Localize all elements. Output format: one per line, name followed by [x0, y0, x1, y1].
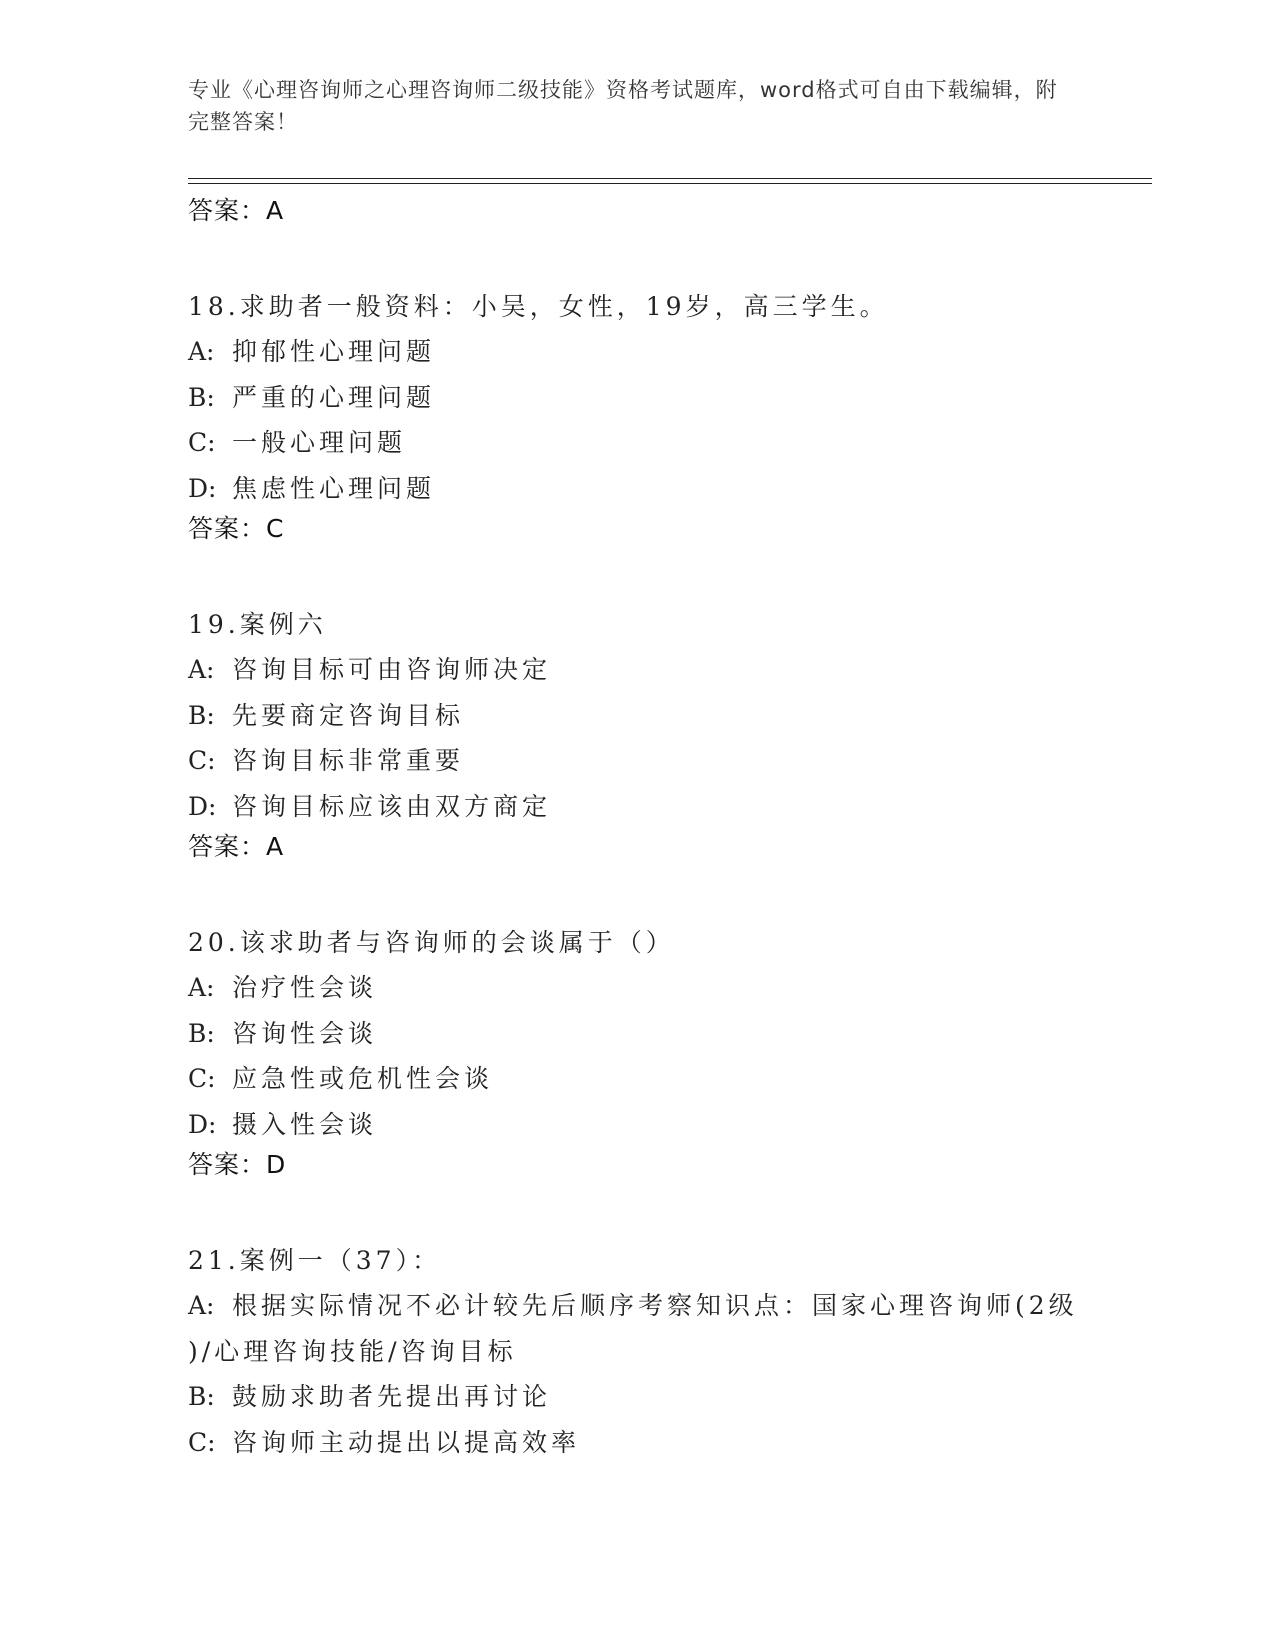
header-divider-top: [188, 178, 1152, 179]
question-block: [188, 284, 1088, 546]
option-a-continuation: )/心理咨询技能/咨询目标: [188, 1336, 517, 1366]
option-text: 先要商定咨询目标: [232, 700, 465, 730]
option-text: 咨询师主动提出以提高效率: [232, 1427, 581, 1457]
option-text: 咨询性会谈: [232, 1018, 378, 1048]
spacer: [188, 228, 1088, 284]
question-text: 20.该求助者与咨询师的会谈属于（）: [188, 928, 675, 957]
option-a: A: 根据实际情况不必计较先后顺序考察知识点：国家心理咨询师(2级: [188, 1291, 1078, 1320]
option-text: 治疗性会谈: [232, 973, 378, 1002]
option-b: B: 鼓励求助者先提出再讨论: [188, 1382, 552, 1411]
option-d: D: 焦虑性心理问题: [188, 473, 436, 503]
option-c: C: 咨询目标非常重要: [188, 746, 465, 775]
option-text: 鼓励求助者先提出再讨论: [232, 1382, 552, 1411]
option-b: B: 先要商定咨询目标: [188, 700, 465, 730]
option-text: 根据实际情况不必计较先后顺序考察知识点：国家心理咨询师(2级: [232, 1291, 1078, 1320]
option-b: B: 严重的心理问题: [188, 382, 436, 412]
question-text: 18.求助者一般资料：小吴，女性，19岁，高三学生。: [188, 292, 889, 321]
option-text: 咨询目标非常重要: [232, 746, 465, 775]
answer-line: 答案：C: [188, 514, 285, 543]
option-a: A: 治疗性会谈: [188, 973, 378, 1002]
option-text: 抑郁性心理问题: [232, 337, 436, 366]
option-a: A: 抑郁性心理问题: [188, 337, 436, 366]
option-c: C: 一般心理问题: [188, 428, 407, 457]
option-c: C: 应急性或危机性会谈: [188, 1064, 494, 1093]
document-header: [188, 74, 1068, 138]
header-text: 专业《心理咨询师之心理咨询师二级技能》资格考试题库，word格式可自由下载编辑，附完整答案！: [188, 78, 1058, 134]
option-text: 应急性或危机性会谈: [232, 1064, 494, 1093]
answer-line: 答案：A: [188, 832, 285, 861]
question-block: [188, 602, 1088, 864]
spacer: [188, 864, 1088, 920]
spacer: [188, 1182, 1088, 1238]
option-text: 咨询目标可由咨询师决定: [232, 655, 552, 684]
option-c: C: 咨询师主动提出以提高效率: [188, 1427, 581, 1457]
option-text: 摄入性会谈: [232, 1109, 378, 1139]
question-text: 21.案例一（37）：: [188, 1246, 442, 1275]
option-b: B: 咨询性会谈: [188, 1018, 378, 1048]
option-a: A: 咨询目标可由咨询师决定: [188, 655, 552, 684]
answer-line: 答案：A: [188, 196, 285, 225]
answer-line: 答案：D: [188, 1150, 287, 1179]
option-d: D: 咨询目标应该由双方商定: [188, 791, 552, 821]
spacer: [188, 546, 1088, 602]
option-d: D: 摄入性会谈: [188, 1109, 378, 1139]
option-text: 焦虑性心理问题: [232, 473, 436, 503]
option-text: 严重的心理问题: [232, 382, 436, 412]
question-text: 19.案例六: [188, 610, 327, 639]
question-block: [188, 1238, 1088, 1465]
option-text: 咨询目标应该由双方商定: [232, 791, 552, 821]
header-divider-bottom: [188, 183, 1152, 184]
question-list: [188, 193, 1088, 1465]
question-block: [188, 920, 1088, 1182]
option-text: 一般心理问题: [232, 428, 407, 457]
